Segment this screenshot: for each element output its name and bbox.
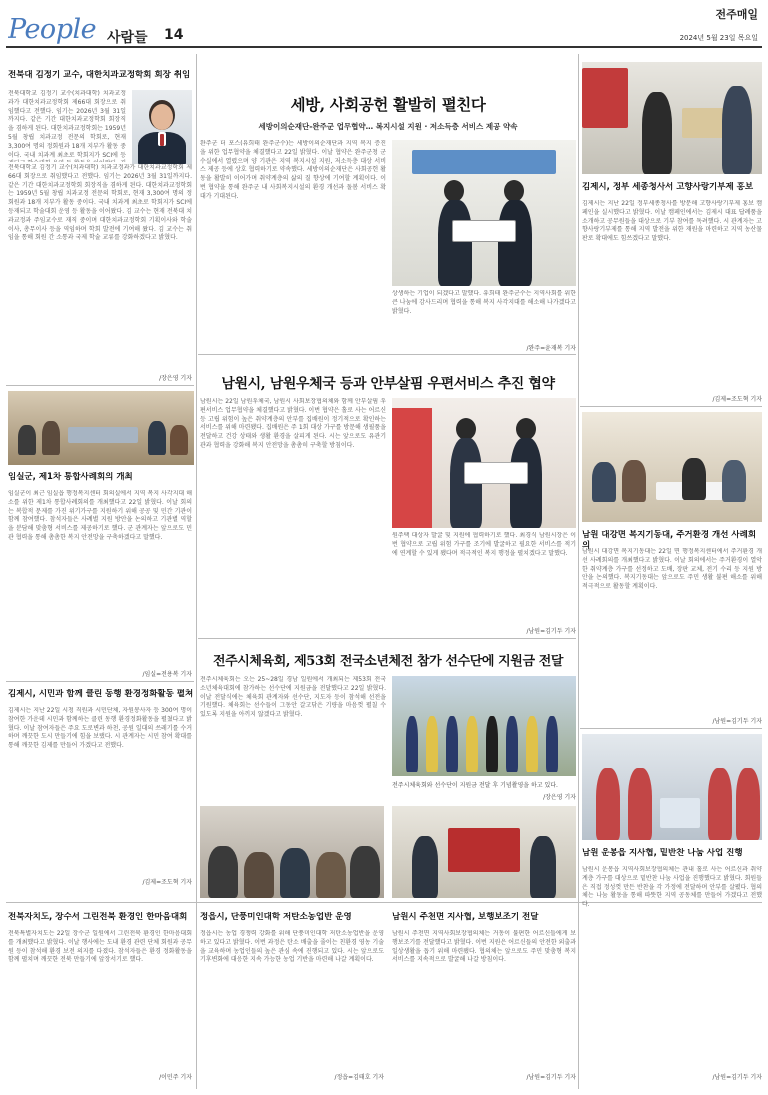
byline: /남원=김기두 기자 — [712, 1074, 762, 1081]
article-headline: 세방, 사회공헌 활발히 펼친다 — [290, 95, 486, 114]
article-body: 전북특별자치도는 22일 장수군 일원에서 그린전북 환경인 한마음대회를 개최했다고 밝혔다. 이날 행사에는 도내 환경 관련 단체 회원과 공무원 등이 참석해 환경 보전 의지를 다졌다. 참석자들은 환경 정화활동을 함께 펼치며 깨끗한 전북 만들기에 앞장서기로 했다. — [8, 930, 192, 964]
article-divider — [198, 354, 576, 355]
article-body-continued: 원주택 대상자 발굴 및 지원에 협력하기로 했다. 최경식 남원시장은 이번 협약으로 고립 위험 가구를 조기에 발굴하고 필요한 서비스를 적기에 연계할 수 있게 됐다며 적극적인 복지 행정을 펼치겠다고 말했다. — [392, 532, 576, 557]
newspaper-name: 전주매일 — [715, 8, 758, 21]
article-headline: 남원시, 남원우체국 등과 안부살핌 우편서비스 추진 협약 — [221, 376, 555, 392]
byline: /남원=김기두 기자 — [526, 1074, 576, 1081]
column-divider — [578, 54, 579, 1089]
article-headline: 전북대 김정기 교수, 대한치과교정학회 회장 취임 — [8, 70, 191, 80]
article-headline: 김제시, 시민과 함께 클린 동행 환경정화활동 펼쳐 — [8, 689, 194, 699]
article-divider — [198, 638, 576, 639]
article-body: 전북대학교 김정기 교수(치과대학) 치과교정과가 대한치과교정학회 제66대 회장으로 취임했다고 전했다. 임기는 2026년 3월 31일까지다. 같은 기간 대한치과교정학회 회장직을 겸하게 된다. 대한치과교정학회는 1959년 5월 창립 치과교정 전문의 학회로, 현재 3,300여 명의 정회원과 18개 지부가 활동 중이다. 국내 치과계 최초로 학회지가 SCI에 등재되고 학술대회 운영 등 활동을 이어왔다. 김 교수는 현재 전북대 치과교정과 주임교수로 재직 중이며 대한치과교정학회 기획이사와 학술이사, 총무이사 등을 역임하며 학회 발전에 기여해 왔다. 김 교수는 취임을 통해 회원 간 소통과 국제 학술 교류를 강화하겠다고 밝혔다. — [8, 164, 192, 242]
article-headline: 전주시체육회, 제53회 전국소년체전 참가 선수단에 지원금 전달 — [212, 654, 564, 669]
article-divider — [580, 728, 762, 729]
photo-group-icon — [392, 140, 576, 286]
article-body: 김제시는 지난 22일 시청 직원과 시민단체, 자원봉사자 등 300여 명이 참여한 가운데 시민과 함께하는 클린 동행 환경정화활동을 펼쳤다고 밝혔다. 이날 참여자들은 주요 도로변과 하천, 공원 일대의 쓰레기를 수거하며 깨끗한 도시 만들기에 힘을 보탰다. 시 관계자는 시민 참여 확대를 통해 깨끗한 김제를 만들어 가겠다고 전했다. — [8, 707, 192, 750]
byline: /김제=조도혁 기자 — [712, 396, 762, 403]
byline: /장은영 기자 — [159, 375, 192, 382]
masthead-rule — [6, 46, 762, 48]
article-body: 남원시 주천면 지역사회보장협의체는 거동이 불편한 어르신들에게 보행보조기를 전달했다고 밝혔다. 이번 지원은 어르신들의 안전한 외출과 일상생활을 돕기 위해 마련됐다. 협의체는 앞으로도 주민 맞춤형 복지 서비스를 지속적으로 발굴해 나갈 방침이다. — [392, 930, 576, 964]
photo-group-icon — [8, 391, 194, 465]
article-divider — [6, 385, 194, 386]
article-body: 완주군 더 포스(유희태 완주군수)는 세방이의순재단과 지역 복지 증진을 위한 업무협약을 체결했다고 22일 밝혔다. 이날 협약은 완주군청 군수실에서 열렸으며 양 기관은 지역 복지시설 지원, 저소득층 대상 서비스 제공 등에 상호 협력하기로 약속했다. 세방이의순재단은 사회공헌 활동을 활발히 이어가며 취약계층의 삶의 질 향상에 기여할 계획이다. 이번 협약을 통해 완주군 내 사회복지시설의 환경 개선과 돌봄 서비스 확대가 기대된다. — [200, 140, 386, 200]
article-body: 남원시는 22일 남원우체국, 남원시 사회보장협의체와 함께 안부살핌 우편서비스 업무협약을 체결했다고 밝혔다. 이번 협약은 홀로 사는 어르신 등 고립 위험이 높은 취약계층의 안부를 집배원이 정기적으로 확인하는 서비스를 위해 마련됐다. 집배원은 주 1회 대상 가구를 방문해 생필품을 전달하고 건강 상태와 생활 환경을 살피게 된다. 시는 앞으로도 유관기관과 협력을 강화해 복지 안전망을 촘촘히 구축할 방침이다. — [200, 398, 386, 449]
article-headline: 남원시 주천면 지사협, 보행보조기 전달 — [392, 912, 539, 922]
photo-group-icon — [582, 734, 762, 840]
article-body: 남원시 운봉읍 지역사회보장협의체는 관내 홀로 사는 어르신과 취약계층 가구를 대상으로 밑반찬 나눔 사업을 진행했다고 밝혔다. 회원들은 직접 정성껏 만든 반찬을 각 가정에 전달하며 안부를 살폈다. 협의체는 나눔 활동을 통해 따뜻한 지역 공동체를 만들어 가겠다고 전했다. — [582, 866, 762, 909]
article-headline: 정읍시, 단풍미인대학 저탄소농업반 운영 — [200, 912, 352, 922]
article-headline: 남원 운봉읍 지사협, 밑반찬 나눔 사업 진행 — [582, 848, 743, 858]
section-title-ko: 사람들 — [107, 30, 148, 46]
byline: /김제=조도혁 기자 — [142, 879, 192, 886]
byline: /남원=김기두 기자 — [712, 718, 762, 725]
photo-group-icon — [392, 676, 576, 776]
byline: /남원=김기두 기자 — [526, 628, 576, 635]
article-subheadline: 세방이의순재단-완주군 업무협약… 복지시설 지원 · 저소득층 서비스 제공 약속 — [258, 122, 518, 131]
photo-group-icon — [582, 412, 762, 522]
photo-group-icon — [200, 806, 384, 898]
article-body: 전북대학교 김정기 교수(치과대학) 치과교정과가 대한치과교정학회 제66대 회장으로 취임했다고 전했다. 임기는 2026년 3월 31일까지다. 같은 기간 대한치과교정학회 회장직을 겸하게 된다. 대한치과교정학회는 1959년 5월 창립 치과교정 전문의 학회로, 현재 3,300여 명의 정회원과 18개 지부가 활동 중이다. 국내 치과계 최초로 학회지가 SCI에 등 — [8, 90, 126, 159]
article-headline: 전북자치도, 장수서 그린전북 환경인 한마음대회 — [8, 912, 188, 922]
photo-caption: 전주시체육회와 선수단이 지원금 전달 후 기념촬영을 하고 있다. — [392, 782, 558, 789]
article-body: 김제시는 지난 22일 정부세종청사를 방문해 고향사랑기부제 홍보 캠페인을 실시했다고 밝혔다. 이날 캠페인에서는 김제시 대표 답례품을 소개하고 공무원들을 대상으로 기부 참여를 독려했다. 시 관계자는 고향사랑기부제를 통해 지역 발전을 위한 재원을 마련하고 지역 농산물 판로 확대에도 힘쓰겠다고 말했다. — [582, 200, 762, 243]
photo-portrait-icon — [132, 90, 192, 164]
article-headline: 김제시, 정부 세종청사서 고향사랑기부제 홍보 — [582, 182, 754, 192]
page-number: 14 — [164, 27, 184, 43]
article-divider — [6, 681, 194, 682]
photo-group-icon — [392, 398, 576, 528]
article-body: 남원시 대강면 복지기동대는 22일 면 행정복지센터에서 주거환경 개선 사례회의를 개최했다고 밝혔다. 이날 회의에서는 주거환경이 열악한 취약계층 가구를 선정하고 도배, 장판 교체, 전기 수리 등 지원 방안을 논의했다. 복지기동대는 앞으로도 주민 생활 불편 해소를 위해 적극적으로 활동할 계획이다. — [582, 548, 762, 591]
article-headline: 남원 대강면 복지기동대, 주거환경 개선 사례회의 — [582, 530, 757, 551]
article-body-continued: 상생하는 기업이 되겠다고 말했다. 유희태 완주군수는 지역사회를 위한 큰 나눔에 감사드리며 협력을 통해 복지 사각지대를 해소해 나가겠다고 밝혔다. — [392, 290, 576, 315]
article-divider — [580, 406, 762, 407]
column-divider — [196, 54, 197, 1089]
byline: /이민주 기자 — [159, 1074, 192, 1081]
article-body-continued — [8, 164, 192, 371]
byline: /임실=전용복 기자 — [142, 671, 192, 678]
byline: /장은영 기자 — [543, 794, 576, 801]
article-headline: 임실군, 제1차 통합사례회의 개최 — [8, 472, 133, 482]
photo-group-icon — [582, 62, 762, 174]
byline: /완주=윤재복 기자 — [526, 345, 576, 352]
section-title-en: People — [8, 14, 97, 45]
article-body: 전주시체육회는 오는 25~28일 경남 일원에서 개최되는 제53회 전국소년체육대회에 참가하는 선수단에 지원금을 전달했다고 22일 밝혔다. 이날 전달식에는 체육회 관계자와 선수단, 지도자 등이 참석해 선전을 기원했다. 체육회는 선수들이 그동안 갈고닦은 기량을 마음껏 펼칠 수 있도록 지원을 아끼지 않겠다고 밝혔다. — [200, 676, 386, 719]
article-body: 임실군이 최근 임실읍 행정복지센터 회의실에서 지역 복지 사각지대 해소를 위한 제1차 통합사례회의를 개최했다고 22일 밝혔다. 이날 회의는 복합적 문제를 가진 위기가구를 지원하기 위해 공공 및 민간 기관이 함께 참여했다. 참석자들은 사례별 지원 방안을 논의하고 기관별 역할을 분담해 맞춤형 서비스를 제공하기로 했다. 군 관계자는 앞으로도 민관 협력을 통해 촘촘한 복지 안전망을 구축하겠다고 말했다. — [8, 490, 192, 541]
photo-group-icon — [392, 806, 576, 898]
article-body: 정읍시는 농업 경쟁력 강화를 위해 단풍미인대학 저탄소농업반을 운영하고 있다고 밝혔다. 이번 과정은 탄소 배출을 줄이는 친환경 영농 기술을 교육하며 농업인들의 높은 관심 속에 진행되고 있다. 시는 앞으로도 기후변화에 대응한 지속 가능한 농업 기반을 마련해 나갈 계획이다. — [200, 930, 384, 964]
byline: /정읍=김태호 기자 — [334, 1074, 384, 1081]
issue-date: 2024년 5월 23일 목요일 — [679, 34, 758, 42]
